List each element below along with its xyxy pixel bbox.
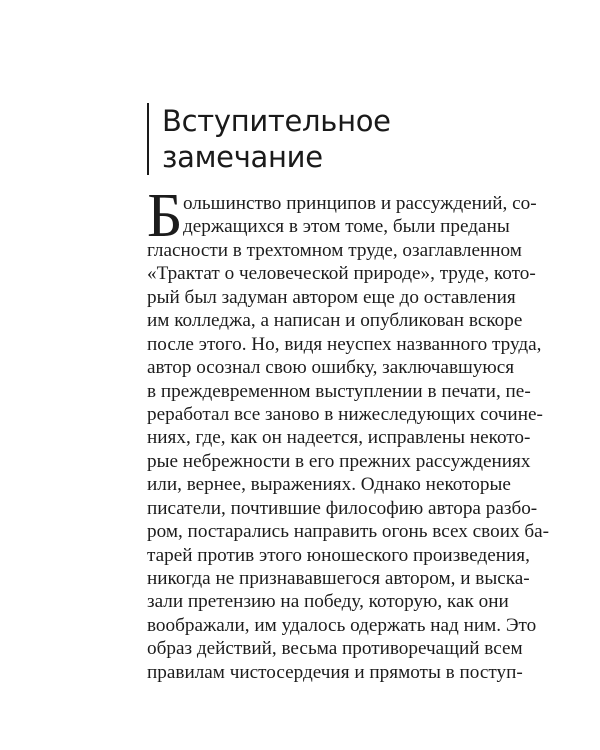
paragraph-line: или, вернее, выражениях. Однако некоторые: [147, 474, 511, 496]
paragraph-line: им колледжа, а написан и опубликован вскоре: [147, 310, 523, 332]
paragraph-line: в преждевременном выступлении в печати, пе-: [147, 380, 531, 402]
paragraph-line: гласности в трехтомном труде, озаглавленном: [147, 239, 522, 261]
paragraph-line: образ действий, весьма противоречащий всем: [147, 638, 523, 660]
paragraph-line: никогда не признававшегося автором, и выска-: [147, 568, 530, 589]
paragraph-line: писатели, почтившие философию автора разбо-: [147, 497, 538, 519]
chapter-heading-line-1: Вступительное: [162, 104, 391, 138]
chapter-heading: [147, 103, 391, 175]
drop-cap-letter: Б: [147, 182, 183, 250]
paragraph-line: ром, постарались направить огонь всех своих ба-: [147, 521, 550, 543]
paragraph-line: зали претензию на победу, которую, как они: [147, 591, 509, 613]
paragraph-line: автор осознал свою ошибку, заключавшуюся: [147, 357, 515, 379]
paragraph-line: после этого. Но, видя неуспех названного труда,: [147, 333, 542, 355]
paragraph-line: воображали, им удалось одержать над ним. Это: [147, 614, 537, 636]
paragraph-line: рые небрежности в его прежних рассуждениях: [147, 450, 531, 472]
paragraph-line: держащихся в этом томе, были преданы: [183, 216, 510, 238]
paragraph-line: «Трактат о человеческой природе», труде, кото-: [147, 263, 536, 285]
paragraph-line: реработал все заново в нижеследующих сочине-: [147, 403, 543, 425]
paragraph-line: рый был задуман автором еще до оставления: [147, 286, 516, 308]
paragraph-line: ниях, где, как он надеется, исправлены некото-: [147, 427, 531, 449]
paragraph-body: [147, 182, 550, 684]
paragraph-line: правилам чистосердечия и прямоты в поступ-: [147, 661, 523, 683]
chapter-heading-line-2: замечание: [162, 140, 323, 174]
paragraph-line: тарей против этого юношеского произведения,: [147, 544, 530, 566]
paragraph-line: ольшинство принципов и рассуждений, со-: [183, 193, 537, 214]
